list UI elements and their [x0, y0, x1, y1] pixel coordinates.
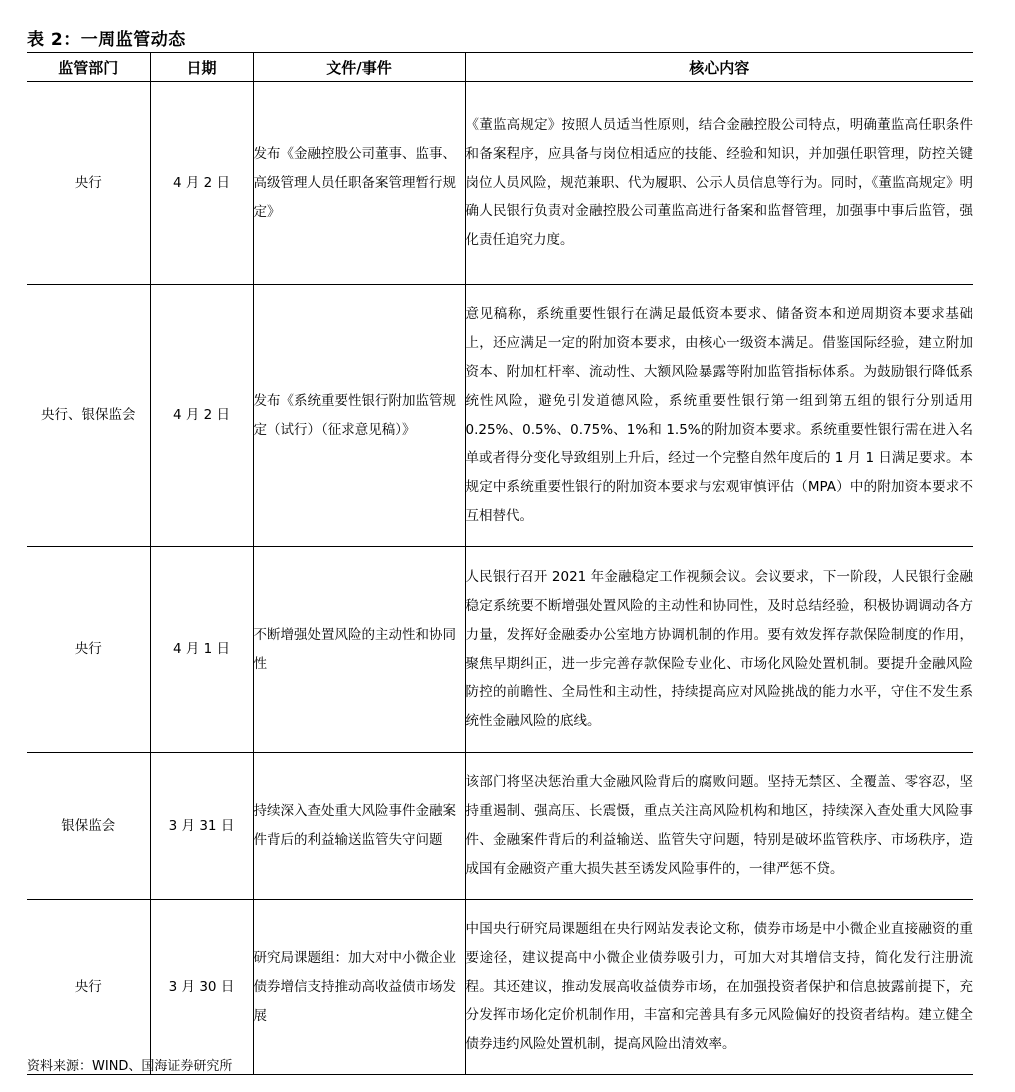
header-dept: 监管部门 [27, 53, 150, 82]
dept-cell: 央行 [27, 82, 150, 285]
header-content: 核心内容 [465, 53, 973, 82]
table-header-row [27, 53, 973, 82]
source-note: 资料来源：WIND、国海证券研究所 [27, 1059, 233, 1074]
content-cell: 中国央行研究局课题组在央行网站发表论文称，债券市场是中小微企业直接融资的重要途径，建议提高中小微企业债券吸引力，可加大对其增信支持，简化发行注册流程。其还建议，推动发展高收益债券市场，在加强投资者保护和信息披露前提下，充分发挥市场化定价机制作用，丰富和完善具有多元风险偏好的投资者结构。建立健全债券违约风险处置机制，提高风险出清效率。 [465, 900, 973, 1075]
header-date: 日期 [150, 53, 253, 82]
table-row [27, 82, 973, 285]
event-cell: 发布《系统重要性银行附加监管规定（试行）（征求意见稿）》 [253, 285, 465, 547]
regulatory-table [27, 52, 973, 1075]
event-cell: 持续深入查处重大风险事件金融案件背后的利益输送监管失守问题 [253, 753, 465, 900]
content-cell: 人民银行召开 2021 年金融稳定工作视频会议。会议要求，下一阶段，人民银行金融稳定系统要不断增强处置风险的主动性和协同性，及时总结经验，积极协调调动各方力量，发挥好金融委办公室地方协调机制的作用。要有效发挥存款保险制度的作用，聚焦早期纠正，进一步完善存款保险专业化、市场化风险处置机制。要提升金融风险防控的前瞻性、全局性和主动性，持续提高应对风险挑战的能力水平，守住不发生系统性金融风险的底线。 [465, 547, 973, 753]
content-cell: 意见稿称，系统重要性银行在满足最低资本要求、储备资本和逆周期资本要求基础上，还应满足一定的附加资本要求，由核心一级资本满足。借鉴国际经验，建立附加资本、附加杠杆率、流动性、大额风险暴露等附加监管指标体系。为鼓励银行降低系统性风险，避免引发道德风险，系统重要性银行第一组到第五组的银行分别适用 0.25%、0.5%、0.75%、1%和 1.5%的附加资本要求。系统重要性银行需在进入名单或者得分变化导致组别上升后，经过一个完整自然年度后的 1 月 1 日满足要求。本规定中系统重要性银行的附加资本要求与宏观审慎评估（MPA）中的附加资本要求不互相替代。 [465, 285, 973, 547]
dept-cell: 央行 [27, 900, 150, 1075]
date-cell: 4 月 2 日 [150, 82, 253, 285]
table-title: 表 2：一周监管动态 [27, 30, 186, 50]
table-row [27, 753, 973, 900]
header-doc: 文件/事件 [253, 53, 465, 82]
table-row [27, 285, 973, 547]
event-cell: 发布《金融控股公司董事、监事、高级管理人员任职备案管理暂行规定》 [253, 82, 465, 285]
dept-cell: 央行、银保监会 [27, 285, 150, 547]
date-cell: 3 月 31 日 [150, 753, 253, 900]
content-cell: 《董监高规定》按照人员适当性原则，结合金融控股公司特点，明确董监高任职条件和备案程序，应具备与岗位相适应的技能、经验和知识，并加强任职管理，防控关键岗位人员风险，规范兼职、代为履职、公示人员信息等行为。同时，《董监高规定》明确人民银行负责对金融控股公司董监高进行备案和监督管理，加强事中事后监管，强化责任追究力度。 [465, 82, 973, 285]
dept-cell: 央行 [27, 547, 150, 753]
table-row [27, 547, 973, 753]
dept-cell: 银保监会 [27, 753, 150, 900]
date-cell: 4 月 2 日 [150, 285, 253, 547]
table-row [27, 900, 973, 1075]
content-cell: 该部门将坚决惩治重大金融风险背后的腐败问题。坚持无禁区、全覆盖、零容忍，坚持重遏制、强高压、长震慑，重点关注高风险机构和地区，持续深入查处重大风险事件、金融案件背后的利益输送、监管失守问题，特别是破坏监管秩序、市场秩序，造成国有金融资产重大损失甚至诱发风险事件的，一律严惩不贷。 [465, 753, 973, 900]
date-cell: 3 月 30 日 [150, 900, 253, 1075]
date-cell: 4 月 1 日 [150, 547, 253, 753]
event-cell: 研究局课题组：加大对中小微企业债券增信支持推动高收益债市场发展 [253, 900, 465, 1075]
event-cell: 不断增强处置风险的主动性和协同性 [253, 547, 465, 753]
